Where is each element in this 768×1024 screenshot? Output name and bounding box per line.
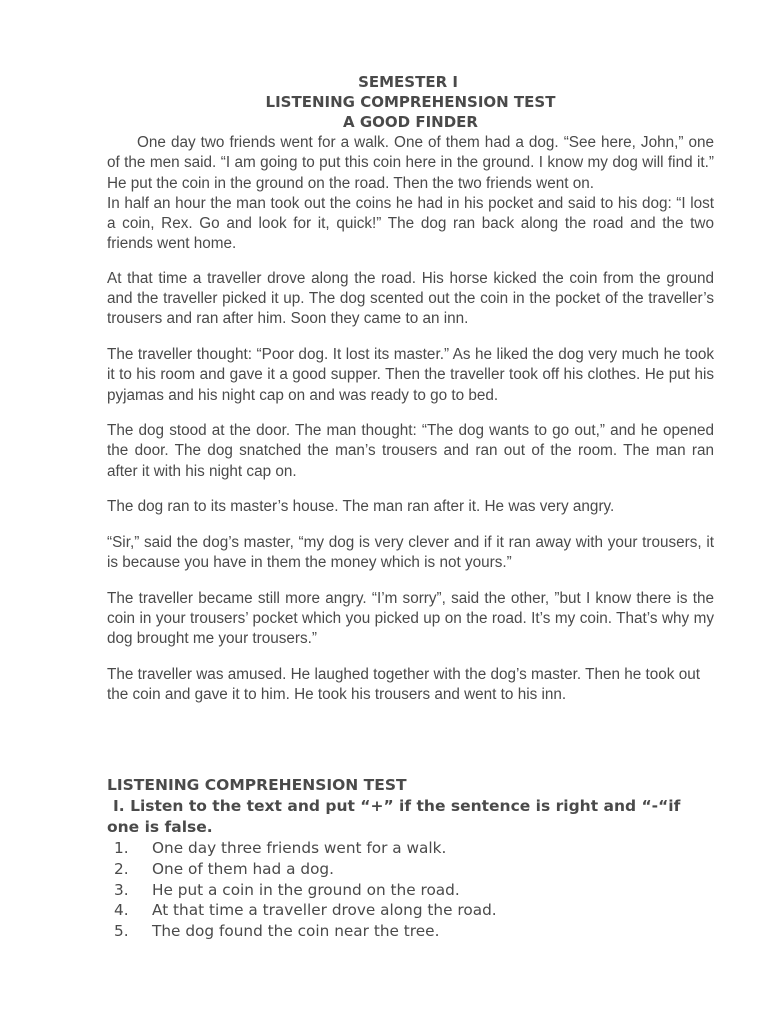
story-text [107, 133, 714, 706]
list-item [107, 859, 717, 880]
document-page [107, 72, 714, 721]
item-number: 5. [114, 922, 129, 941]
item-number: 1. [114, 839, 129, 857]
section-number: I. [113, 797, 125, 815]
quiz-instruction [107, 796, 717, 838]
item-text: One of them had a dog. [152, 859, 335, 878]
quiz-list [107, 838, 717, 942]
item-number: 3. [114, 880, 129, 899]
story-paragraph-7: “Sir,” said the dog’s master, “my dog is very clever and if it ran away with your trousers, it is because you have in them the money which is not yours.” [107, 533, 714, 572]
item-text: At that time a traveller drove along the road. [152, 901, 497, 920]
story-paragraph-2: In half an hour the man took out the coins he had in his pocket and said to his dog: “I lost a coin, Rex. Go and look for it, quick!” The dog ran back along the road and the two friends went home. [107, 194, 714, 253]
list-item [107, 880, 717, 901]
item-text: He put a coin in the ground on the road. [152, 880, 460, 899]
item-number: 2. [114, 859, 129, 878]
item-text: The dog found the coin near the tree. [152, 922, 440, 941]
story-paragraph-1: One day two friends went for a walk. One of them had a dog. “See here, John,” one of the men said. “I am going to put this coin here in the ground. I know my dog will find it.” He put the coin in the ground on the road. Then the two friends went on. [107, 134, 714, 192]
item-number: 4. [114, 901, 129, 920]
item-text: One day three friends went for a walk. [152, 839, 447, 857]
story-paragraph-8: The traveller became still more angry. “I’m sorry”, said the other, ”but I know there is the coin in your trousers’ pocket which you picked up on the road. It’s my coin. That’s why my dog brought me your trousers.” [107, 589, 714, 648]
list-item [107, 900, 717, 921]
list-item [107, 838, 717, 859]
story-paragraph-5: The dog stood at the door. The man thought: “The dog wants to go out,” and he opened the door. The dog snatched the man’s trousers and ran out of the room. The man ran after it with his night cap on. [107, 422, 714, 480]
semester-heading: SEMESTER I [358, 73, 458, 91]
test-heading: LISTENING COMPREHENSION TEST [265, 93, 556, 111]
story-paragraph-6: The dog ran to its master’s house. The man ran after it. He was very angry. [107, 498, 615, 516]
quiz-title: LISTENING COMPREHENSION TEST [107, 776, 407, 794]
story-paragraph-4: The traveller thought: “Poor dog. It lost its master.” As he liked the dog very much he took it to his room and gave it a good supper. Then the traveller took off his clothes. He put his pyjamas and his night cap on and was ready to go to bed. [107, 345, 714, 404]
story-paragraph-3: At that time a traveller drove along the road. His horse kicked the coin from the ground and the traveller picked it up. The dog scented out the coin in the pocket of the traveller’s trousers and ran after him. Soon they came to an inn. [107, 269, 714, 328]
list-item [107, 921, 717, 942]
story-paragraph-9: The traveller was amused. He laughed together with the dog’s master. Then he took out the coin and gave it to him. He took his trousers and went to his inn. [107, 666, 700, 704]
story-title: A GOOD FINDER [343, 113, 478, 131]
quiz-section [107, 775, 717, 942]
instruction-text: Listen to the text and put “+” if the sentence is right and “-“if one is false. [107, 797, 681, 836]
